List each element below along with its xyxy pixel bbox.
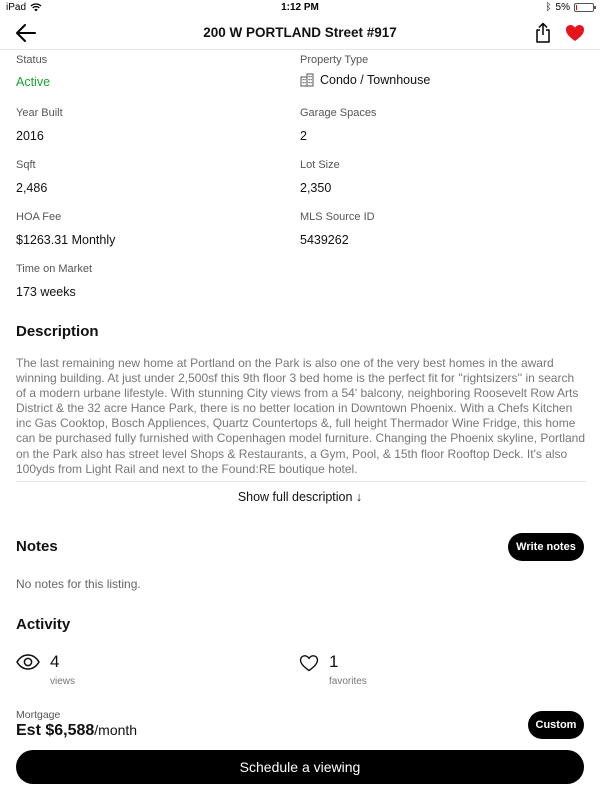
detail-year-built [16,107,296,143]
detail-label: Time on Market [16,263,93,275]
detail-garage [300,107,580,143]
sqft-value: 2,486 [16,181,48,195]
activity-heading: Activity [16,616,71,633]
description-heading: Description [16,323,99,340]
views-stat [16,652,76,687]
mortgage-estimate [16,722,137,740]
lot-size-value: 2,350 [300,181,332,195]
detail-property-type [300,54,580,87]
detail-label: Lot Size [300,159,340,171]
heart-outline-icon [299,654,319,672]
detail-lot-size [300,159,580,195]
status-time: 1:12 PM [281,2,319,13]
description-text: The last remaining new home at Portland on the Park is also one of the very best homes in the award winning building. At just under 2,500sf this 9th floor 3 bed home is the perfect fit for ''rightsizers'' in search of a modern urbane lifestyle. With stunning City views from a 54' balcony, neighboring Roosevelt Row Arts District & the 32 acre Hance Park, there is no better location in Downtown Phoenix. With a Chefs Kitchen inc Gas Cooktop, Bosch Appliences, Quartz Countertops &, full height Thermador Wine Fridge, this home can be purchased fully furnished with Copenhagen model furniture. Changing the Phoenix skyline, Portland on the Park also has street level Shops & Restaurants, a Gym, Pool, & 15th floor Rooftop Deck. It's also 100yds from Light Rail and next to the Found:RE boutique hotel. [16,356,586,482]
year-built-value: 2016 [16,129,44,143]
bluetooth-icon: ᛒ [545,2,552,13]
status-bar [0,0,600,16]
detail-time-on-market [16,263,296,299]
page-title: 200 W PORTLAND Street #917 [203,25,397,40]
detail-label: Garage Spaces [300,107,377,119]
time-on-market-value: 173 weeks [16,285,76,299]
mls-value: 5439262 [300,233,349,247]
views-label: views [50,676,76,687]
mortgage-label: Mortgage [16,709,61,721]
detail-label: Property Type [300,54,369,66]
carrier-label: iPad [6,2,27,13]
show-full-description-link[interactable]: Show full description ↓ [237,490,363,504]
mortgage-period: /month [94,722,138,738]
write-notes-button[interactable]: Write notes [508,533,584,561]
battery-percent: 5% [555,2,570,13]
detail-label: Sqft [16,159,36,171]
favorite-heart-icon[interactable] [564,22,586,44]
favorites-count: 1 [329,652,339,671]
building-icon [300,73,314,87]
hoa-value: $1263.31 Monthly [16,233,116,247]
battery-icon [574,3,594,12]
detail-sqft [16,159,296,195]
schedule-viewing-button[interactable]: Schedule a viewing [16,750,584,784]
eye-icon [16,654,40,670]
share-icon[interactable] [534,22,552,44]
garage-value: 2 [300,129,307,143]
detail-mls [300,211,580,247]
views-count: 4 [50,652,60,671]
property-type-value: Condo / Townhouse [320,73,431,87]
custom-mortgage-button[interactable]: Custom [528,711,584,739]
detail-label: Year Built [16,107,63,119]
notes-heading: Notes [16,538,58,555]
detail-label: HOA Fee [16,211,62,223]
favorites-stat [299,652,367,687]
favorites-label: favorites [329,676,367,687]
nav-bar [0,16,600,50]
detail-hoa [16,211,296,247]
mortgage-amount: Est $6,588 [16,722,95,739]
detail-status [16,54,296,89]
no-notes-text: No notes for this listing. [16,577,141,591]
detail-label: Status [16,54,48,66]
status-value: Active [16,75,51,89]
detail-label: MLS Source ID [300,211,375,223]
